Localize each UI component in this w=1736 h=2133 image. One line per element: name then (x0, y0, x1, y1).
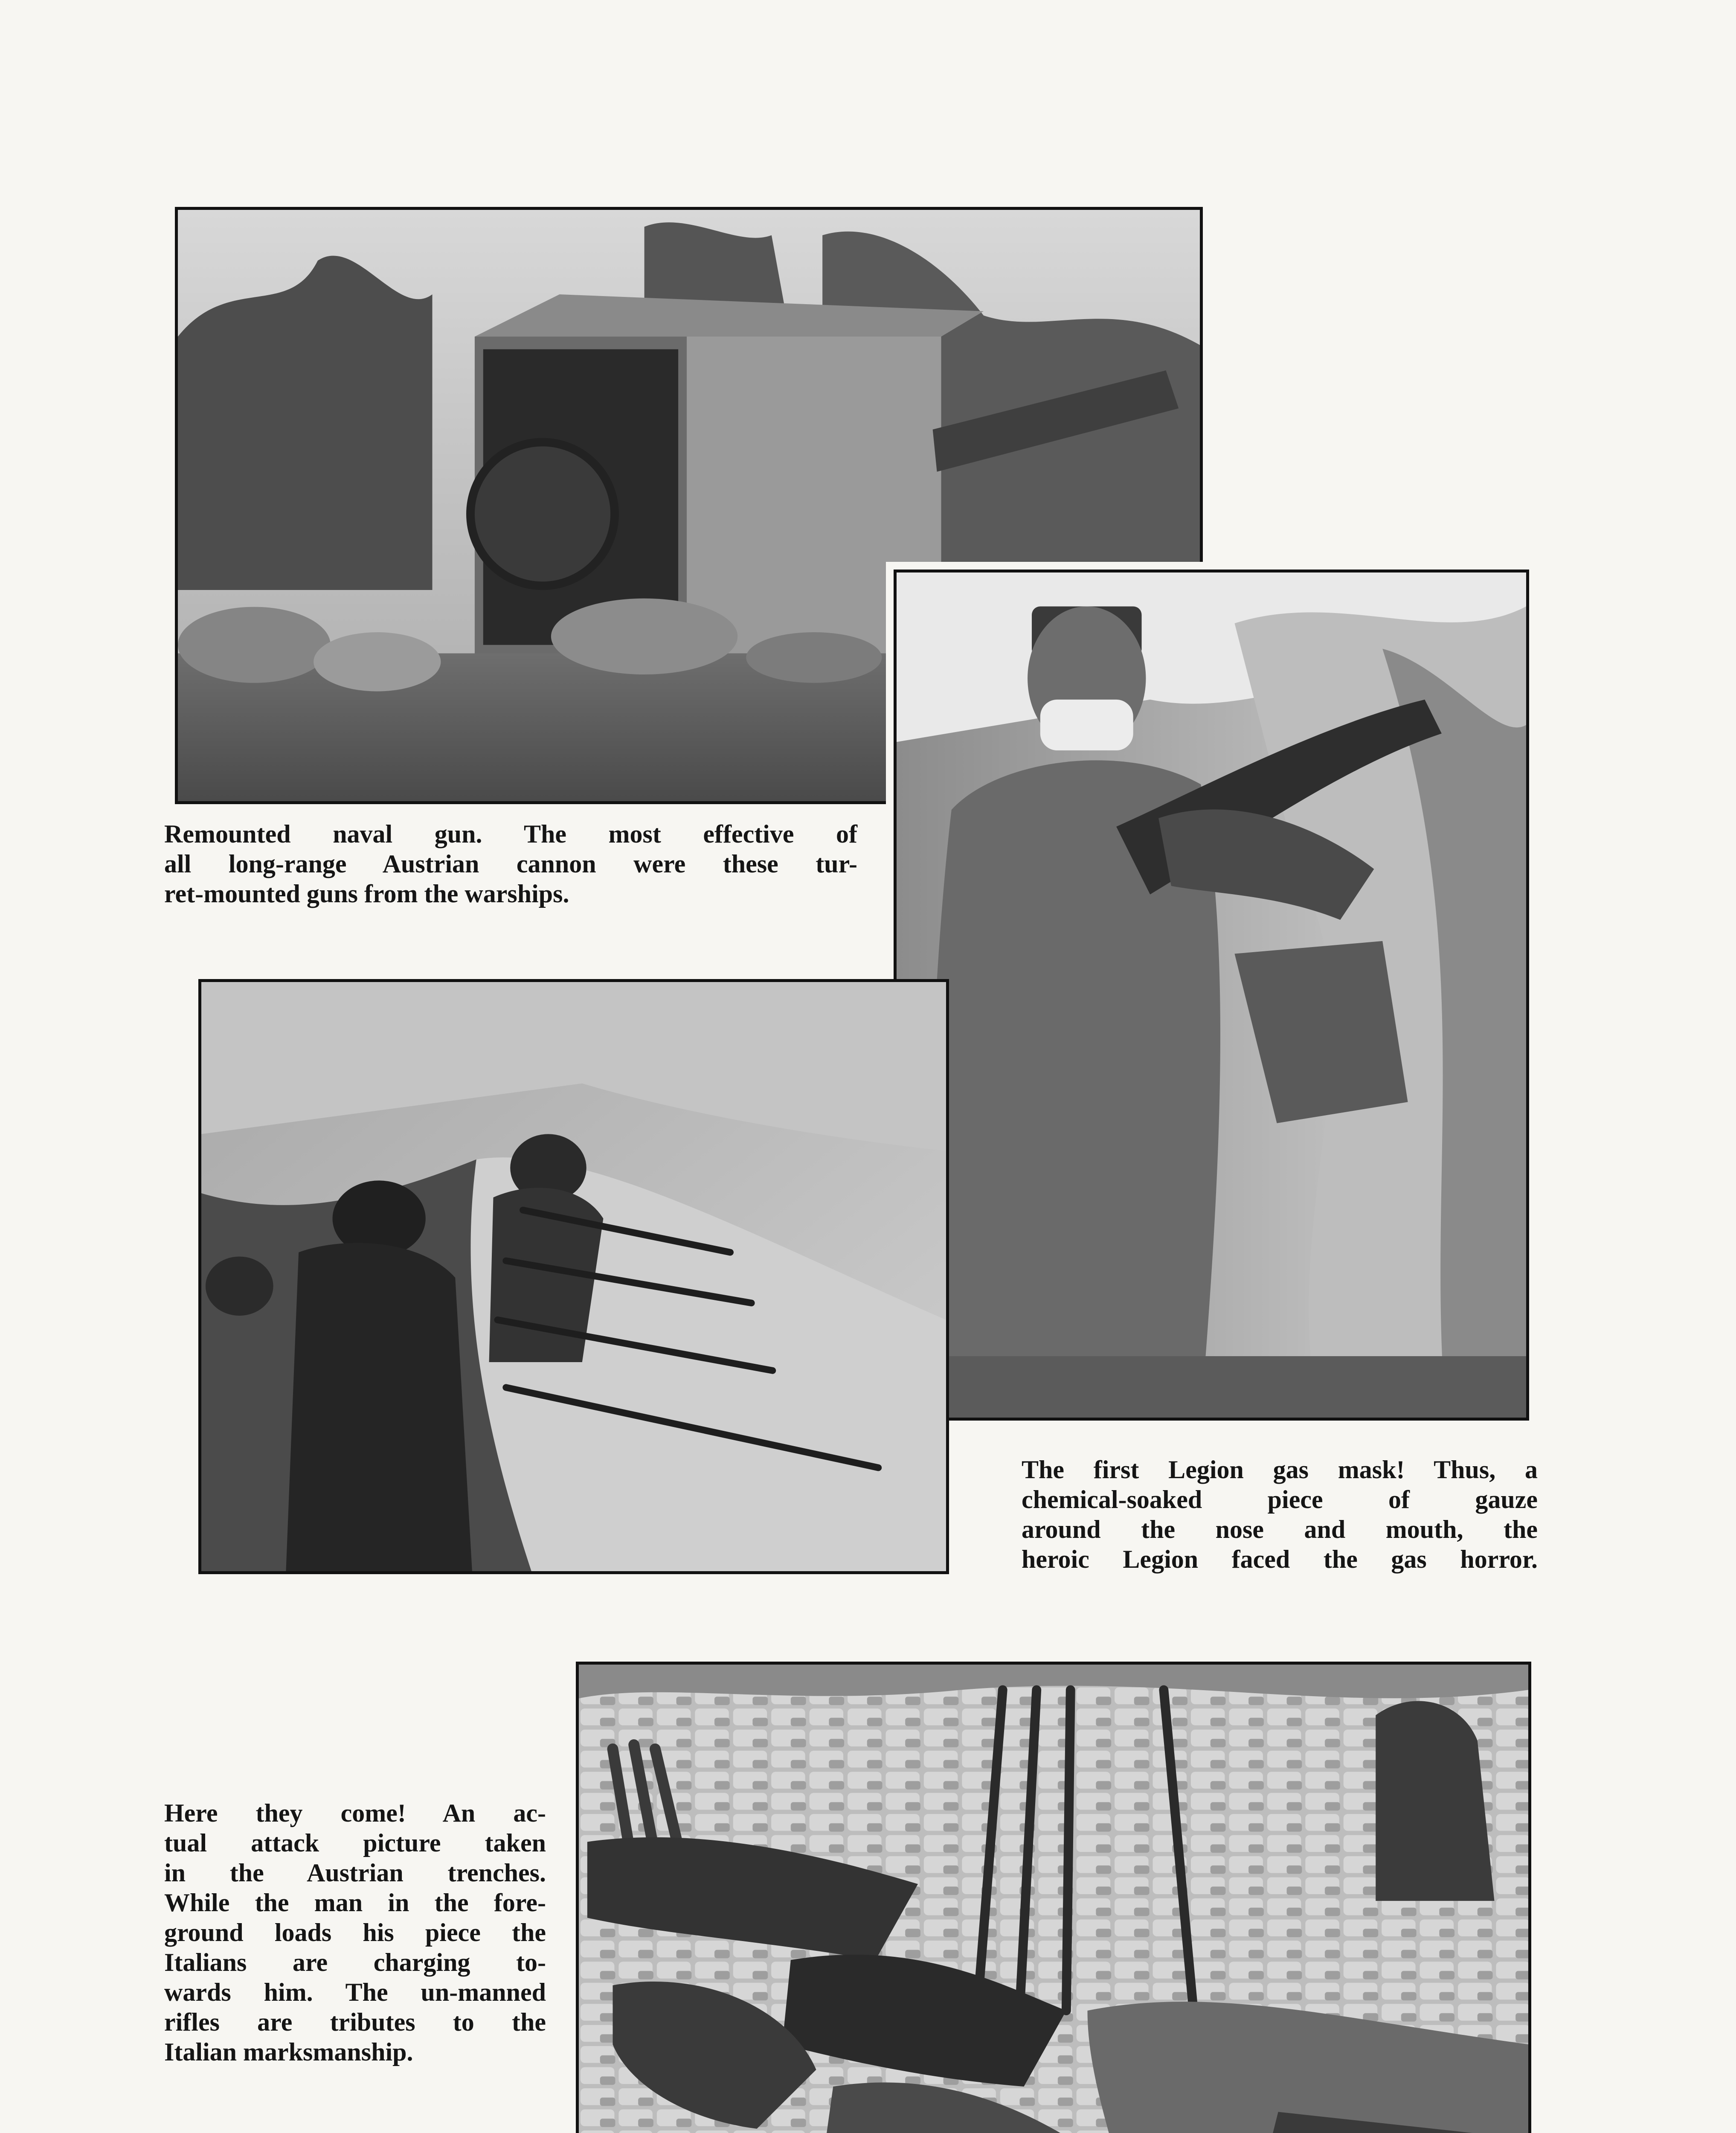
gas-mask-photo (894, 570, 1529, 1421)
caption-line: Italians are charging to- (164, 1948, 546, 1976)
caption-line: Italian marksmanship. (164, 2038, 413, 2066)
resting-image (579, 1665, 1528, 2133)
caption-line: Remounted naval gun. The most effective of (164, 820, 857, 848)
caption-line: all long-range Austrian cannon were these tur- (164, 850, 857, 878)
caption-line: chemical-soaked piece of gauze (1022, 1485, 1538, 1514)
gas-mask-caption (1022, 1455, 1538, 1574)
caption-line: wards him. The un-manned (164, 1978, 546, 2006)
resting-photo (576, 1662, 1531, 2133)
caption-line: ground loads his piece the (164, 1918, 546, 1947)
caption-line: around the nose and mouth, the (1022, 1515, 1538, 1543)
gas-mask-image (897, 572, 1526, 1418)
attack-photo (198, 979, 949, 1574)
caption-line: tual attack picture taken (164, 1829, 546, 1857)
attack-image (201, 982, 946, 1571)
naval-gun-caption (164, 819, 857, 909)
caption-line: rifles are tributes to the (164, 2008, 546, 2036)
caption-line: Here they come! An ac- (164, 1799, 546, 1827)
caption-line: in the Austrian trenches. (164, 1859, 546, 1887)
caption-line: ret-mounted guns from the warships. (164, 880, 569, 908)
caption-line: While the man in the fore- (164, 1889, 546, 1917)
attack-caption (164, 1798, 546, 2067)
caption-line: The first Legion gas mask! Thus, a (1022, 1456, 1538, 1484)
caption-line: heroic Legion faced the gas horror. (1022, 1545, 1538, 1573)
